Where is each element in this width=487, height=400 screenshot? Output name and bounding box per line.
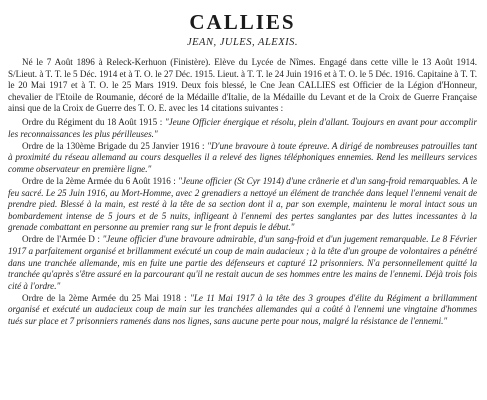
citation-text: "Jeune Officier énergique et résolu, plein d'allant. Toujours en avant pour accomplir les reconnaissances les plus périlleuses." [8, 116, 477, 139]
citation-title: Ordre de l'Armée D : [22, 234, 100, 245]
citation-title: Ordre du Régiment du 18 Août 1915 : [22, 116, 163, 127]
document-body [8, 57, 477, 328]
citation-title: Ordre de la 2ème Armée du 6 Août 1916 : [22, 175, 176, 186]
document-subtitle: JEAN, JULES, ALEXIS. [186, 37, 298, 48]
citation-paragraph [8, 293, 477, 328]
citation-text: "Jeune officier (St Cyr 1914) d'une crânerie et d'un sang-froid remarquables. A le feu sacré. Le 25 Juin 1916, au Mort-Homme, avec 2 grenadiers a nettoyé un élément de tranchée dans lequel l'ennemi venait de prendre pied. Blessé à la main, est resté à la tête de sa section dont il a, par son exemple, maintenu le moral intact sous un bombardement intense de 5 jours et de 5 nuits, infligeant à l'ennemi des pertes sanglantes par des luttes incessantes à la grenade combattant en personne au premier rang sur le front depuis le début." [8, 175, 478, 233]
citation-text: "D'une bravoure à toute épreuve. A dirigé de nombreuses patrouilles tant à proximité du réseau allemand au cours desquelles il a relevé des lignes téléphoniques ennemies. Rend les meilleurs services comme observateur en première ligne." [8, 140, 477, 174]
citation-text: "Jeune officier d'une bravoure admirable, d'un sang-froid et d'un jugement remarquable. Le 8 Février 1917 a parfaitement organisé et brillamment exécuté un coup de main audacieux ; à la tête d'un groupe de volontaires a pénétré dans une tranchée allemande, mis en fuite une partie des défenseurs et capturé 12 prisonniers. N'a personnellement quitté la tranchée qu'après s'être assuré en la parcourant qu'il ne restait aucun de ses hommes entre les mains de l'ennemi. Déjà trois fois cité à l'ordre." [8, 234, 477, 291]
document-title: CALLIES [189, 10, 296, 34]
citation-paragraph [8, 117, 477, 140]
citation-title: Ordre de la 2ème Armée du 25 Mai 1918 : [22, 292, 187, 303]
citation-paragraph [8, 141, 477, 176]
citation-paragraph [8, 176, 477, 234]
intro-paragraph: Né le 7 Août 1896 à Releck-Kerhuon (Finistère). Elève du Lycée de Nîmes. Engagé dans cette ville le 13 Août 1914. S/Lieut. à T. T. le 5 Déc. 1914 et à T. O. le 27 Déc. 1915. Lieut. à T. T. le 24 Juin 1916 et à T. O. le 5 Déc. 1916. Capitaine à T. T. le 20 Mai 1917 et à T. O. le 25 Mars 1919. Deux fois blessé, le Cne Jean CALLIES est Officier de la Légion d'Honneur, chevalier de l'Etoile de Roumanie, décoré de la Médaille d'Italie, de la Médaille du Levant et de la Croix de Guerre Française ainsi que de la Croix de Guerre des T. O. E. avec les 14 citations suivantes : [8, 57, 477, 114]
citation-text: "Le 11 Mai 1917 à la tête des 3 groupes d'élite du Régiment a brillamment organisé et exécuté un audacieux coup de main sur les tranchées allemandes qui a coûté à l'ennemi une vingtaine d'hommes tués sur place et 7 prisonniers ramenés dans nos lignes, sans aucune perte pour nous, malgré la résistance de l'ennemi." [8, 292, 477, 327]
citation-title: Ordre de la 130ème Brigade du 25 Janvier 1916 : [22, 140, 205, 151]
citation-paragraph [8, 234, 477, 292]
